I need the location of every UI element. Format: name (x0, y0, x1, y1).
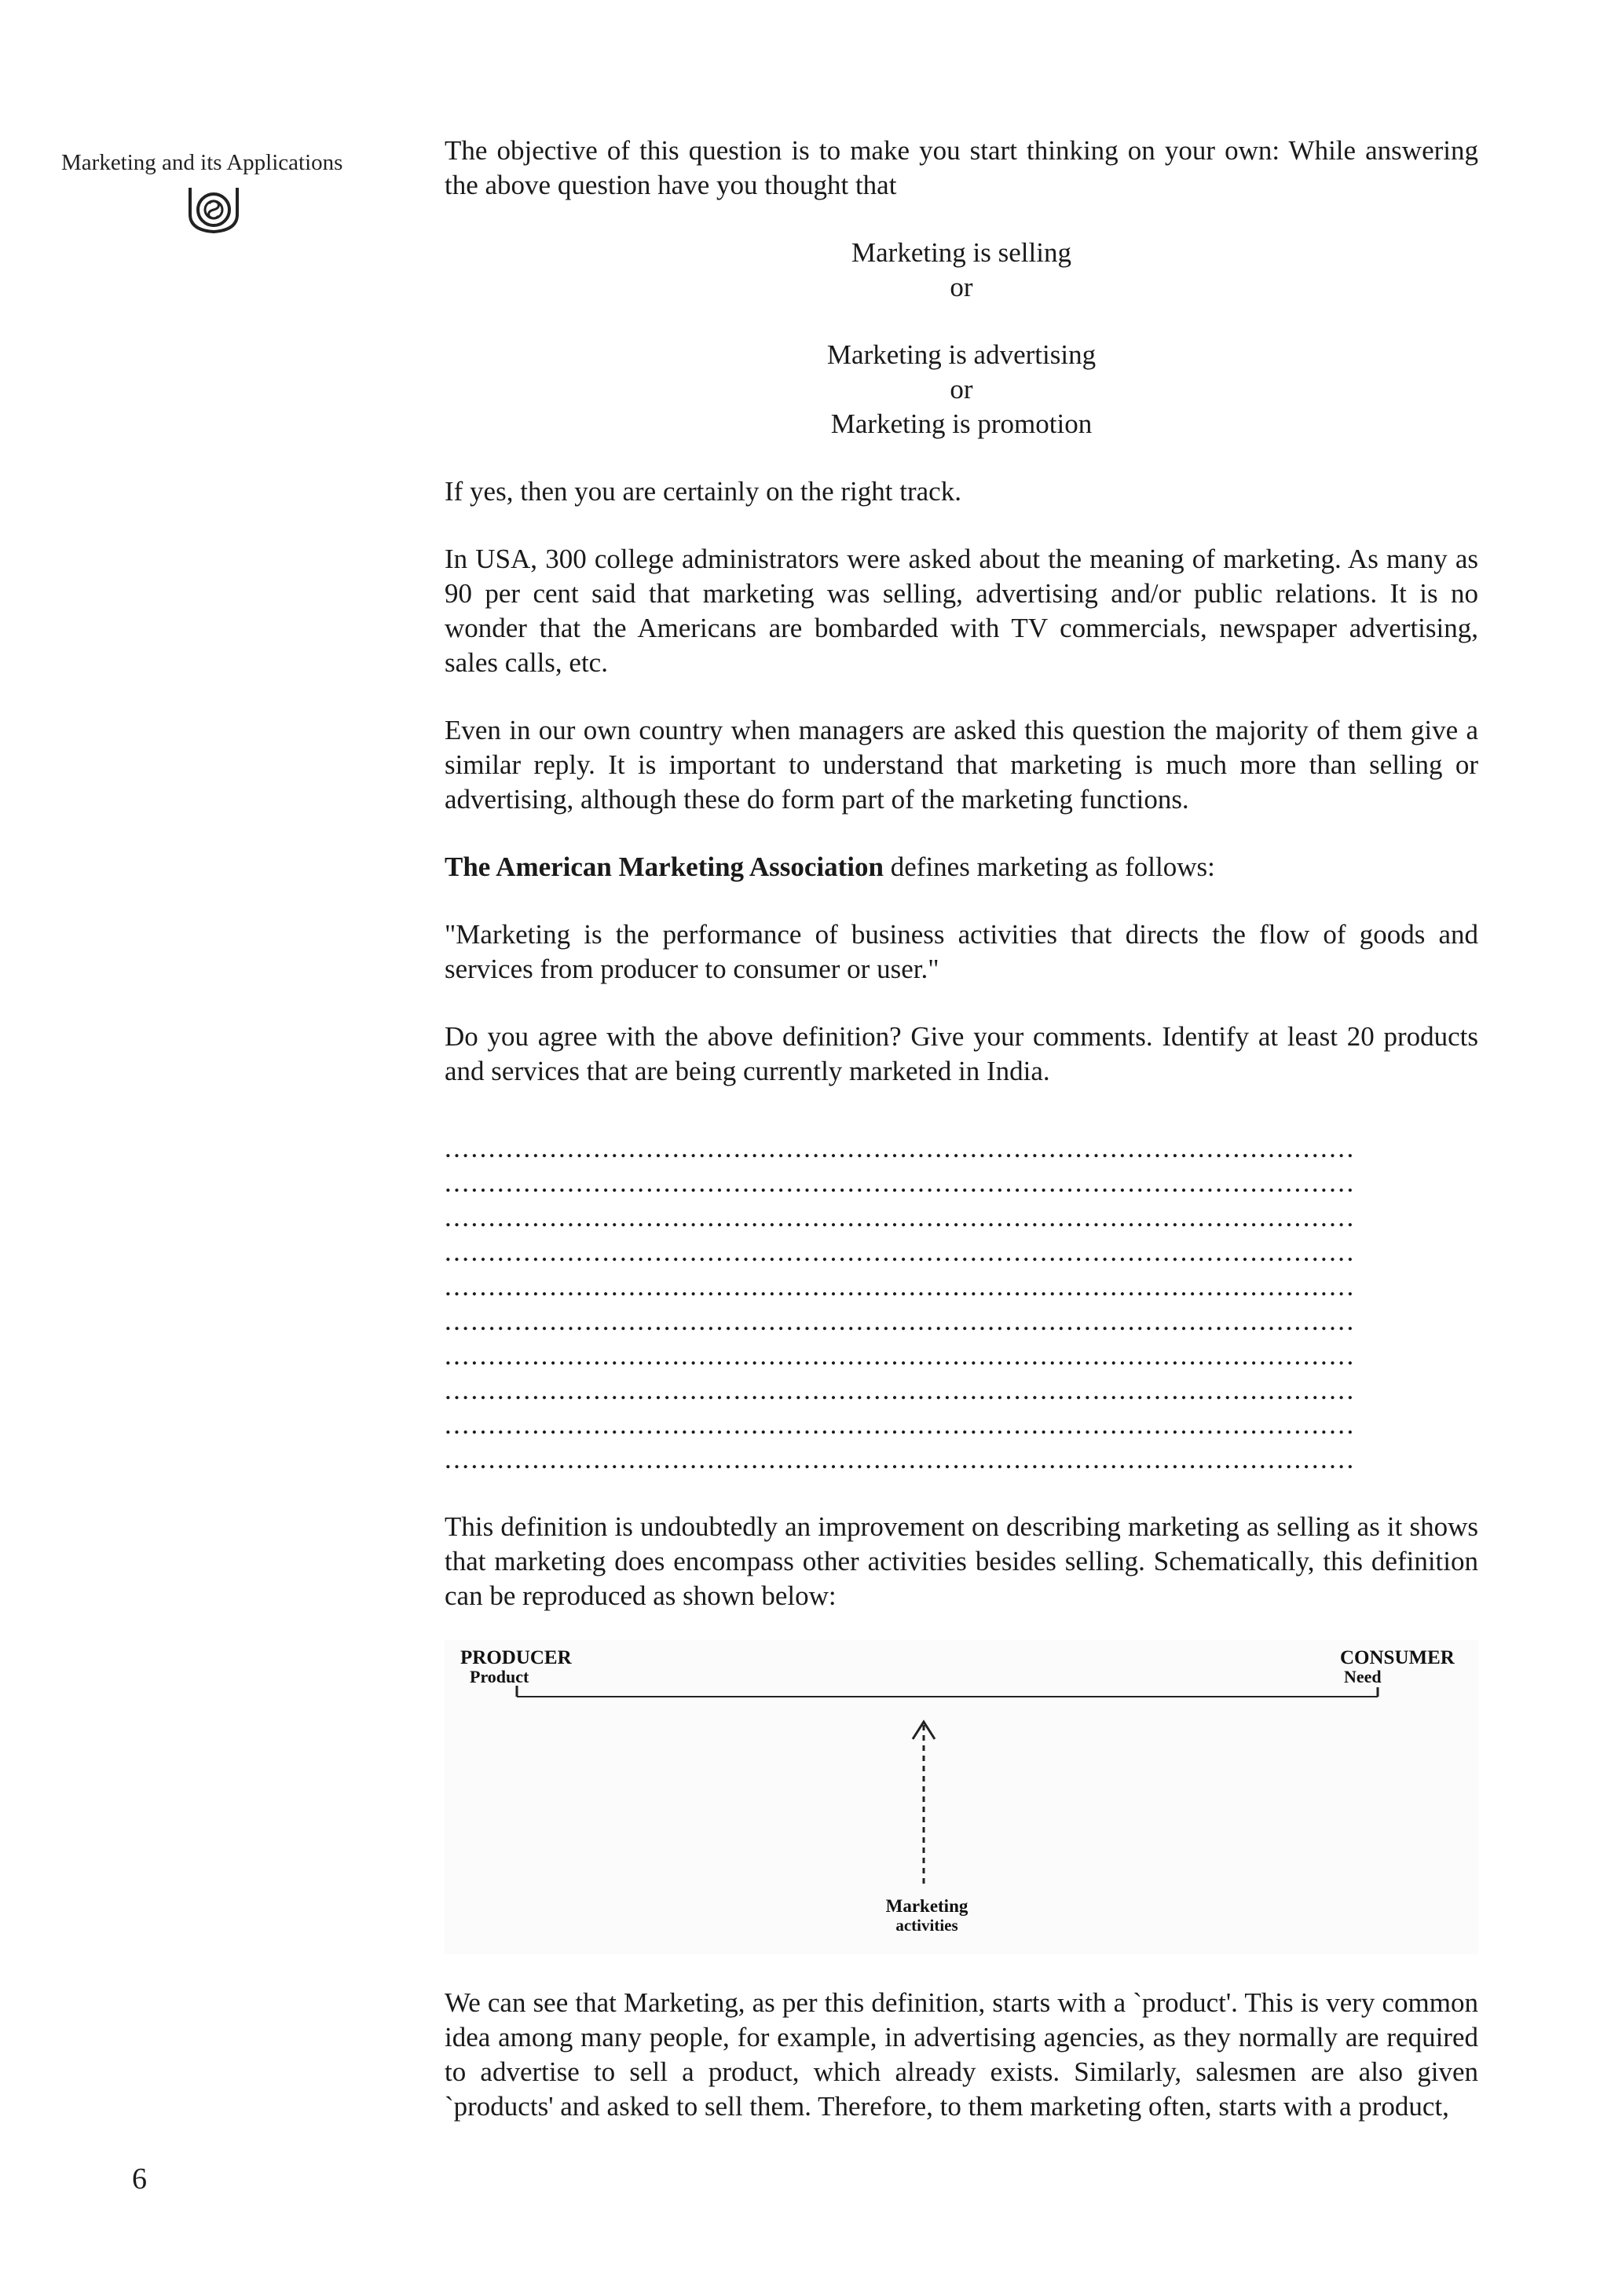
answer-line: ........................................................................................................ (445, 1202, 1356, 1232)
consumer-label: CONSUMER (1340, 1647, 1455, 1668)
answer-line: ........................................................................................................ (445, 1409, 1356, 1440)
answer-line: ........................................................................................................ (445, 1340, 1356, 1371)
option-selling: Marketing is selling (851, 237, 1071, 268)
own-country-paragraph: Even in our own country when managers are asked this question the majority of them give a similar reply. It is important to understand that marketing is much more than selling or advertising, although these do form part of the marketing functions. (445, 715, 1478, 815)
producer-label: PRODUCER (460, 1647, 572, 1668)
ama-rest: defines marketing as follows: (884, 851, 1215, 882)
answer-line: ........................................................................................................ (445, 1305, 1356, 1336)
answer-line: ........................................................................................................ (445, 1167, 1356, 1198)
improvement-paragraph: This definition is undoubtedly an improvement on describing marketing as selling as it shows that marketing does encompass other activities besides selling. Schematically, this definition can be reproduced as shown below: (445, 1511, 1478, 1611)
marketing-label: Marketing (885, 1896, 968, 1916)
option-or: or (950, 272, 973, 302)
if-yes-paragraph: If yes, then you are certainly on the right track. (445, 476, 961, 507)
option-or: or (950, 374, 973, 405)
main-text (445, 134, 1478, 2157)
usa-paragraph: In USA, 300 college administrators were asked about the meaning of marketing. As many as 90 per cent said that marketing was selling, advertising and/or public relations. It is no wonder that the Americans are bombarded with TV commercials, newspaper advertising, sales calls, etc. (445, 544, 1478, 678)
answer-line: ........................................................................................................ (445, 1236, 1356, 1267)
option-advertising: Marketing is advertising (826, 339, 1097, 370)
intro-paragraph: The objective of this question is to make you start thinking on your own: While answering the above question have you thought that (445, 135, 1478, 200)
definition-quote: "Marketing is the performance of business activities that directs the flow of goods and services from producer to consumer or user." (445, 919, 1478, 984)
ama-name: The American Marketing Association (445, 851, 884, 882)
answer-line: ........................................................................................................ (445, 1444, 1356, 1474)
question-paragraph: Do you agree with the above definition? Give your comments. Identify at least 20 products and services that are being currently marketed in India. (445, 1021, 1478, 1086)
answer-line: ........................................................................................................ (445, 1133, 1356, 1163)
marketing-flow-diagram (445, 1640, 1478, 1954)
product-label: Product (470, 1667, 529, 1686)
option-promotion: Marketing is promotion (830, 408, 1093, 439)
activities-label: activities (895, 1916, 958, 1935)
answer-lines (445, 1131, 1478, 1477)
conclusion-paragraph: We can see that Marketing, as per this definition, starts with a `product'. This is very common idea among many people, for example, in advertising agencies, as they normally are required to advertise to sell a product, which already exists. Similarly, salesmen are also given `products' and asked to sell them. Therefore, to them marketing often, starts with a product, (445, 1987, 1478, 2122)
need-label: Need (1344, 1667, 1382, 1686)
marketing-options (445, 236, 1478, 441)
ama-paragraph (445, 850, 1478, 884)
university-emblem-icon (185, 183, 242, 235)
page-number: 6 (132, 2162, 147, 2195)
answer-line: ........................................................................................................ (445, 1375, 1356, 1405)
running-header-title: Marketing and its Applications (61, 150, 343, 175)
answer-line: ........................................................................................................ (445, 1271, 1356, 1302)
